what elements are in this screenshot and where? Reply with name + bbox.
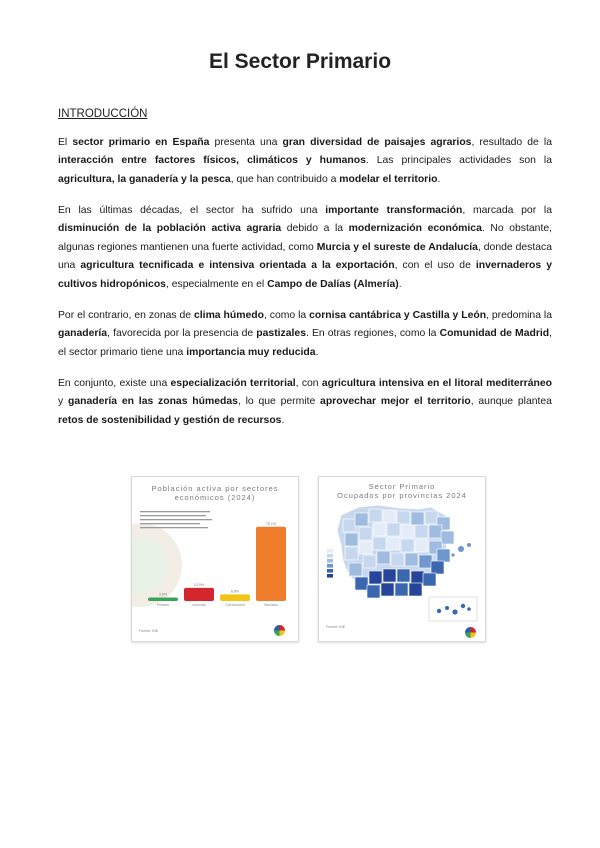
bold-text: especialización territorial xyxy=(170,378,296,389)
paragraph xyxy=(58,375,552,430)
map-province xyxy=(395,583,408,596)
bar-value-label: 13.5% xyxy=(193,582,205,587)
map-province xyxy=(359,541,372,554)
map-province xyxy=(369,509,382,522)
map-province xyxy=(441,531,454,544)
figure-bar-chart xyxy=(131,476,299,642)
map-province xyxy=(429,525,442,538)
text-run: , lo que permite xyxy=(237,396,321,408)
text-run: , con el uso de xyxy=(394,260,476,272)
section-heading: INTRODUCCIÓN xyxy=(58,108,148,120)
map-province xyxy=(369,571,382,584)
bold-text: aprovechar mejor el territorio xyxy=(320,396,471,408)
text-run: , resultado de la xyxy=(471,137,552,148)
text-run: , el sector primario tiene una xyxy=(58,328,552,358)
bold-text: importancia muy reducida xyxy=(186,346,316,358)
map-province xyxy=(411,512,424,525)
bold-text: cornisa cantábrica y Castilla y León xyxy=(309,310,487,321)
bar-category-label: Primario xyxy=(156,603,170,607)
document-title: El Sector Primario xyxy=(208,50,392,73)
map-province xyxy=(425,511,438,524)
bar-category-label: Industria xyxy=(192,603,206,607)
bar-construcción xyxy=(220,594,250,601)
spain-map xyxy=(319,477,485,641)
bar-value-label: 6.8% xyxy=(230,589,240,594)
map-province xyxy=(381,583,394,596)
text-run: presenta una xyxy=(209,137,283,148)
bold-text: modernización económica xyxy=(348,223,482,235)
map-legend-swatch xyxy=(327,549,333,553)
paragraph xyxy=(58,202,552,294)
map-province xyxy=(423,573,436,586)
bar-industria xyxy=(184,588,214,601)
map-province xyxy=(391,553,404,566)
map-province xyxy=(409,583,422,596)
paragraph xyxy=(58,134,552,189)
bar-value-label: 3.6% xyxy=(158,592,168,597)
map-province xyxy=(411,571,424,584)
map-province xyxy=(415,525,428,538)
text-run: . xyxy=(437,173,441,185)
map-province xyxy=(355,577,368,590)
text-run: . En otras regiones, como la xyxy=(305,328,440,340)
map-legend-swatch xyxy=(327,569,333,573)
text-run: En conjunto, existe una xyxy=(58,378,171,389)
map-province xyxy=(387,523,400,536)
map-province xyxy=(383,510,396,523)
bar-servicios xyxy=(256,527,286,601)
bold-text: Campo de Dalías (Almería) xyxy=(267,278,399,290)
map-province xyxy=(355,513,368,526)
text-run: , con xyxy=(295,378,322,389)
text-run: . No obstante, algunas regiones mantienen una fuerte actividad, como xyxy=(58,223,552,253)
map-province xyxy=(377,551,390,564)
logo xyxy=(274,625,285,636)
text-run: . Las principales actividades son la xyxy=(365,155,552,167)
map-province xyxy=(405,553,418,566)
text-run: El xyxy=(58,137,73,148)
bold-text: agricultura tecnificada e intensiva orientada a la exportación xyxy=(80,260,395,272)
bold-text: modelar el territorio xyxy=(339,173,438,185)
map-legend-swatch xyxy=(327,564,333,568)
map-province xyxy=(401,539,414,552)
map-province xyxy=(373,523,386,536)
map-legend-swatch xyxy=(327,554,333,558)
map-province xyxy=(387,537,400,550)
map-province xyxy=(437,549,450,562)
map-province xyxy=(383,569,396,582)
bold-text: agricultura intensiva en el litoral mediterráneo xyxy=(321,378,552,389)
bar-value-label: 76.1% xyxy=(265,521,277,526)
map-province xyxy=(415,539,428,552)
map-legend-swatch xyxy=(327,559,333,563)
figure-title: Población activa por sectores xyxy=(151,484,279,493)
text-run: , predomina la xyxy=(486,310,552,321)
map-province xyxy=(343,519,356,532)
bold-text: disminución de la población activa agraria xyxy=(58,223,282,235)
figure-source: Fuente: INE xyxy=(326,625,346,629)
bold-text: Murcia y el sureste de Andalucía xyxy=(316,241,478,253)
map-province xyxy=(363,555,376,568)
bold-text: Comunidad de Madrid xyxy=(439,328,550,340)
bold-text: interacción entre factores físicos, climáticos y humanos xyxy=(58,155,366,167)
text-run: Por el contrario, en zonas de xyxy=(58,310,195,321)
text-run: , marcada por la xyxy=(462,205,552,216)
bold-text: retos de sostenibilidad y gestión de recursos xyxy=(58,414,282,426)
bar-chart xyxy=(132,477,298,641)
text-run: En las últimas décadas, el sector ha sufrido una xyxy=(58,205,326,216)
map-province xyxy=(397,569,410,582)
bold-text: sector primario en España xyxy=(72,137,210,148)
text-run: . xyxy=(315,346,319,358)
bold-text: importante transformación xyxy=(325,205,463,216)
bar-category-label: Construcción xyxy=(225,603,245,607)
bold-text: clima húmedo xyxy=(194,310,264,321)
map-province xyxy=(345,533,358,546)
paragraph xyxy=(58,307,552,362)
map-province xyxy=(401,525,414,538)
figure-map xyxy=(318,476,486,642)
text-run: y xyxy=(58,396,68,408)
bold-text: ganadería en las zonas húmedas xyxy=(68,396,238,408)
logo xyxy=(465,627,476,638)
figure-subtitle: Ocupados por provincias 2024 xyxy=(337,491,467,500)
bold-text: ganadería xyxy=(58,328,108,340)
bold-text: agricultura, la ganadería y la pesca xyxy=(58,173,231,185)
bar-primario xyxy=(148,597,178,601)
text-run: , que han contribuido a xyxy=(230,173,340,185)
map-province xyxy=(359,527,372,540)
map-province xyxy=(431,561,444,574)
text-run: , donde destaca una xyxy=(58,241,553,272)
map-province xyxy=(397,511,410,524)
text-run: , especialmente en el xyxy=(165,278,268,290)
text-run: , aunque plantea xyxy=(470,396,552,408)
map-province xyxy=(349,563,362,576)
text-run: , como la xyxy=(263,310,310,321)
text-run: . xyxy=(398,278,402,290)
text-run: . xyxy=(281,414,285,426)
bold-text: pastizales xyxy=(256,328,306,340)
map-legend-swatch xyxy=(327,574,333,578)
bar-category-label: Servicios xyxy=(264,603,278,607)
figure-subtitle: económicos (2024) xyxy=(174,493,256,502)
text-run: , favorecida por la presencia de xyxy=(107,328,257,340)
map-province xyxy=(367,585,380,598)
figure-title: Sector Primario xyxy=(368,482,436,491)
map-province xyxy=(419,555,432,568)
bold-text: gran diversidad de paisajes agrarios xyxy=(282,137,472,148)
map-province xyxy=(345,547,358,560)
map-province xyxy=(373,537,386,550)
figure-source: Fuente: INE xyxy=(139,629,159,633)
text-run: debido a la xyxy=(281,223,349,235)
bold-text: invernaderos y cultivos hidropónicos xyxy=(58,260,552,290)
